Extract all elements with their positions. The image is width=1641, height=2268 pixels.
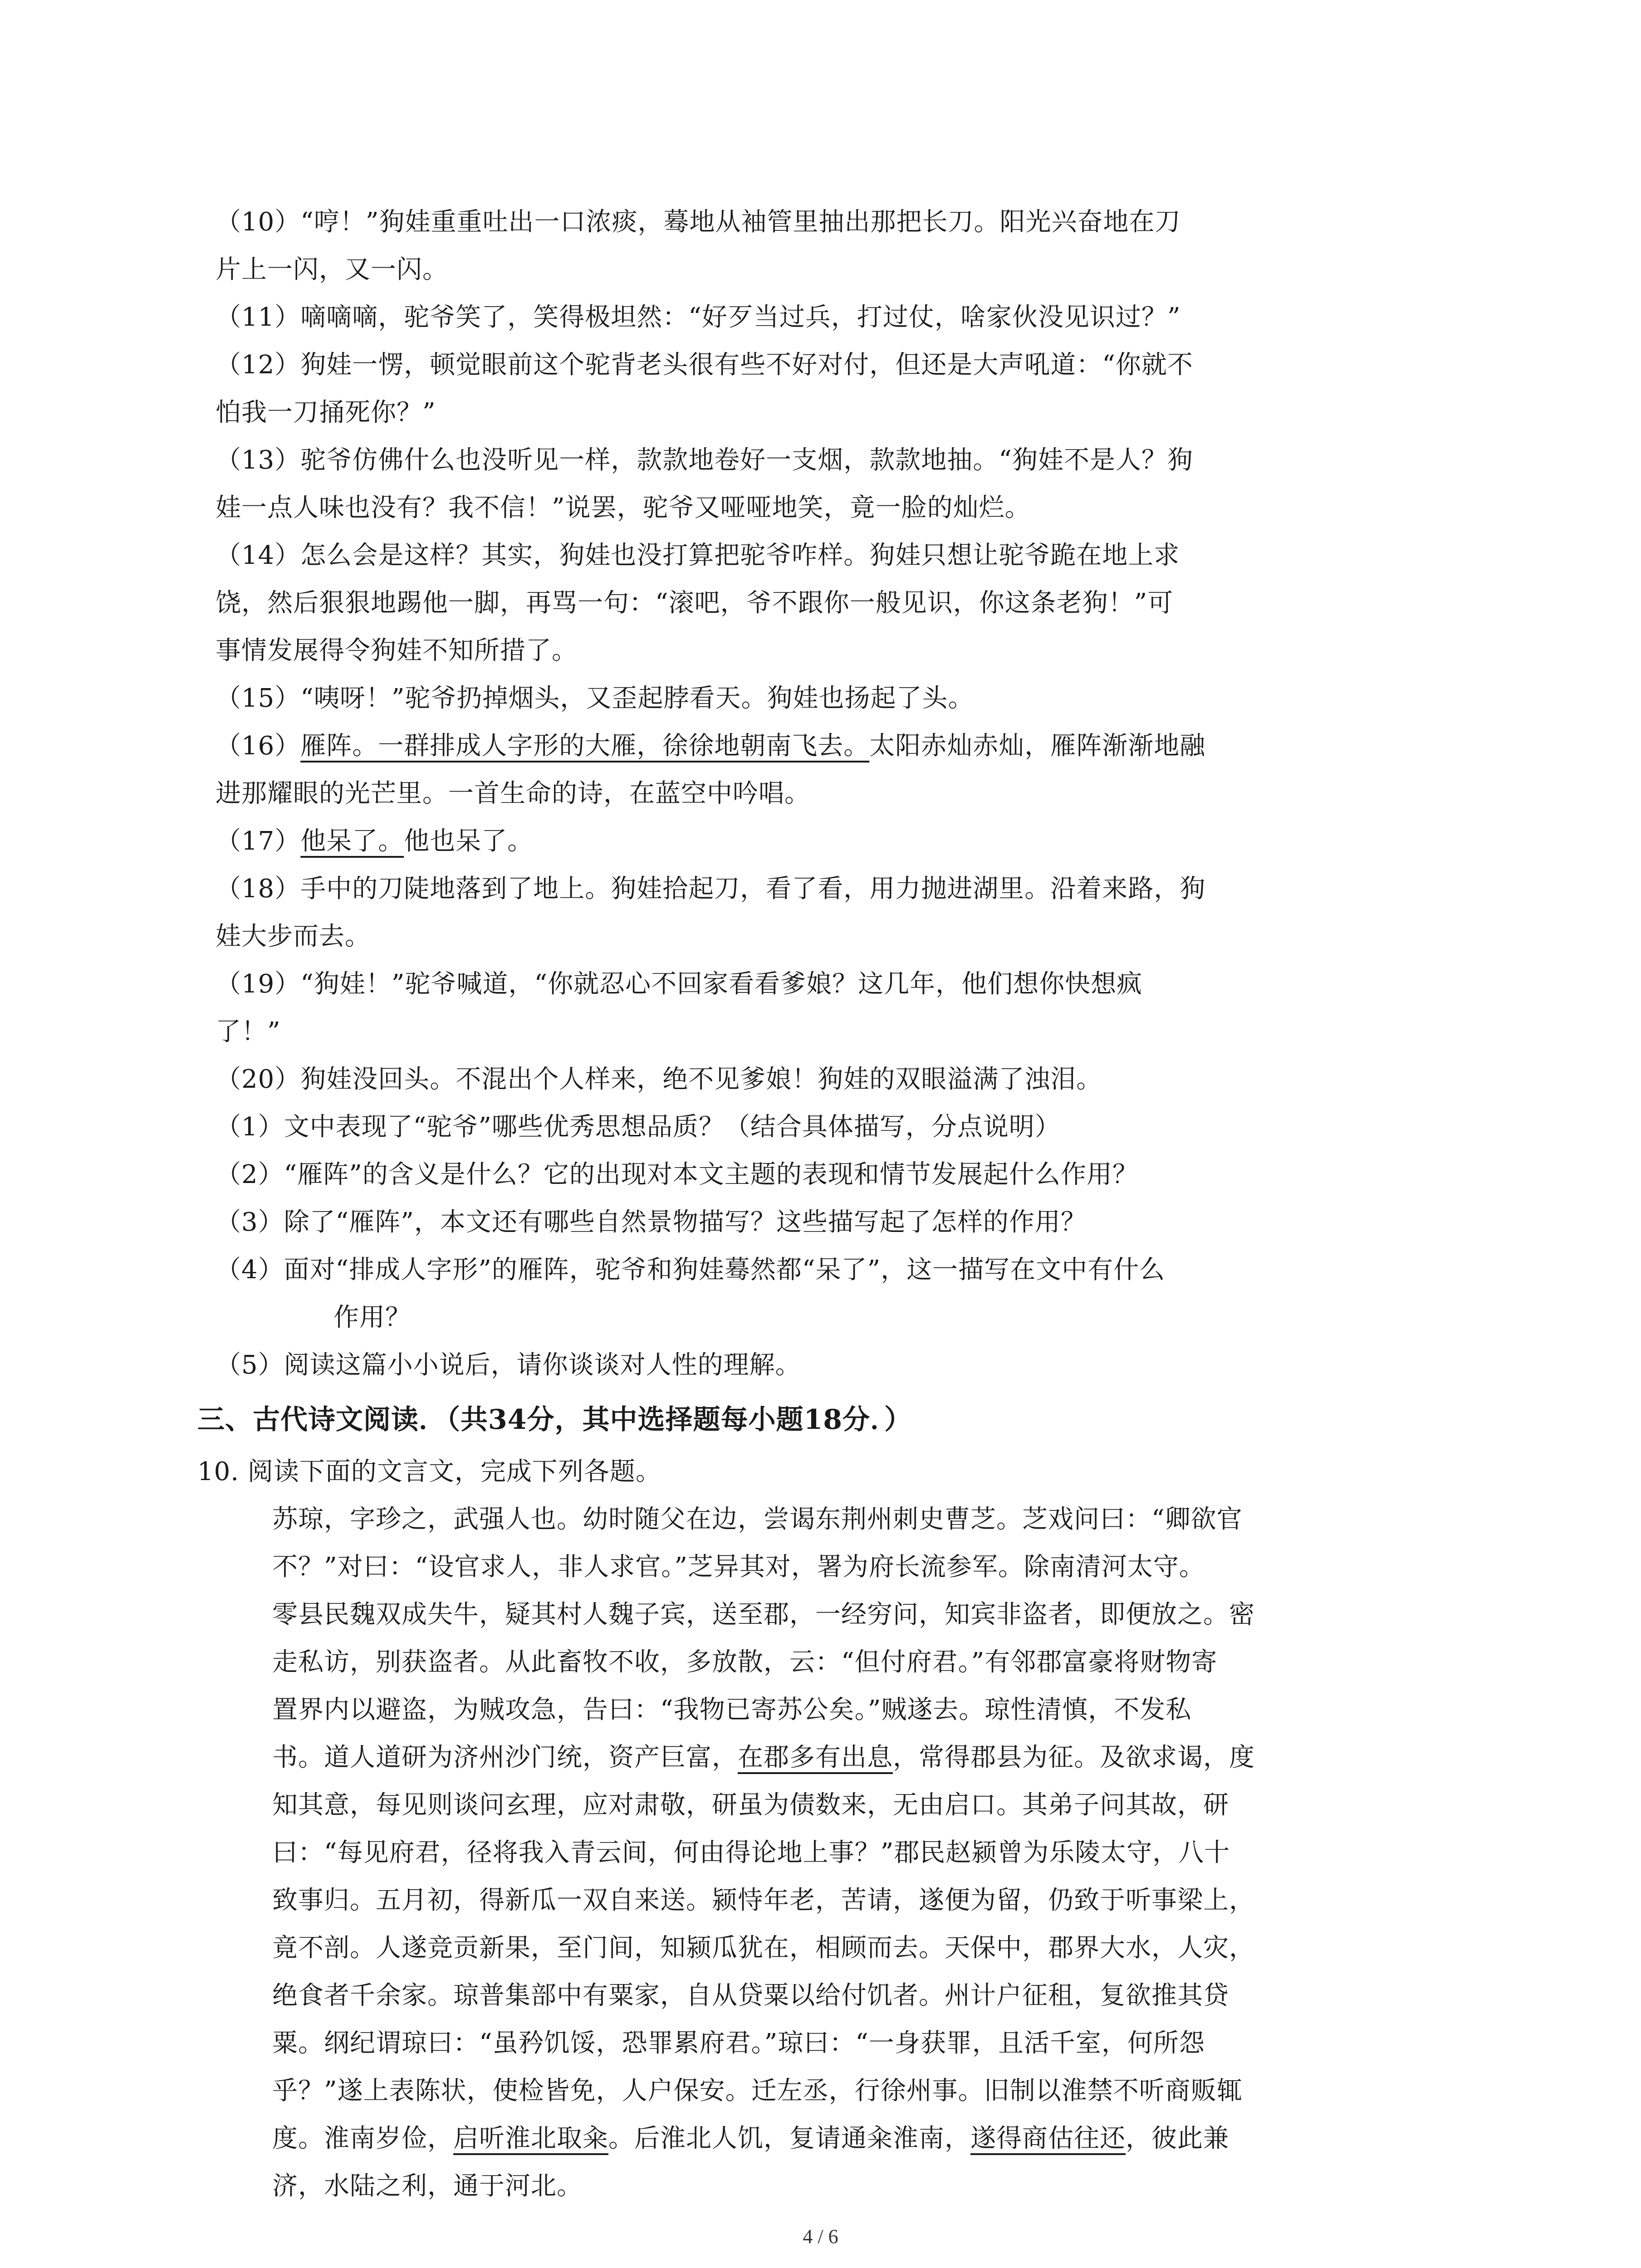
question-4-line2: 作用？ (333, 1303, 411, 1332)
story-p17-prefix: （17） (216, 826, 301, 856)
passage-line-14-b: 。后淮北人饥，复请通籴淮南， (608, 2124, 970, 2153)
story-p10-line2: 片上一闪，又一闪。 (216, 255, 448, 284)
story-p17-rest: 他也呆了。 (404, 826, 534, 856)
story-p15: （15）“咦呀！”驼爷扔掉烟头，又歪起脖看天。狗娃也扬起了头。 (216, 684, 974, 713)
passage-line-14-a: 度。淮南岁俭， (272, 2124, 453, 2153)
story-p19-line1: （19）“狗娃！”驼爷喊道，“你就忍心不回家看看爹娘？这几年，他们想你快想疯 (216, 969, 1143, 999)
q10-title: 10. 阅读下面的文言文，完成下列各题。 (197, 1457, 661, 1486)
story-p17-underlined: 他呆了。 (300, 826, 404, 856)
passage-line-14 (272, 2123, 1229, 2155)
passage-line-13: 乎？”遂上表陈状，使检皆免，人户保安。迁左丞，行徐州事。旧制以淮禁不听商贩辄 (272, 2076, 1243, 2106)
page-number: 4 / 6 (803, 2225, 838, 2248)
story-p12-line2: 怕我一刀捅死你？” (216, 398, 436, 427)
passage-line-11: 绝食者千余家。琼普集部中有粟家，自从贷粟以给付饥者。州计户征租，复欲推其贷 (272, 1981, 1229, 2010)
story-p14-line3: 事情发展得令狗娃不知所措了。 (216, 636, 578, 665)
passage-line-6-b: ，常得郡县为征。及欲求谒，度 (893, 1743, 1255, 1772)
passage-line-9: 致事归。五月初，得新瓜一双自来送。颍恃年老，苦请，遂便为留，仍致于听事梁上， (272, 1886, 1255, 1915)
question-2: （2）“雁阵”的含义是什么？它的出现对本文主题的表现和情节发展起什么作用？ (216, 1160, 1138, 1189)
passage-line-12: 粟。纲纪谓琼曰：“虽矜饥馁，恐罪累府君。”琼曰：“一身获罪，且活千室，何所怨 (272, 2028, 1205, 2058)
story-p16-line1 (216, 730, 1205, 762)
passage-line-10: 竟不剖。人遂竞贡新果，至门间，知颍瓜犹在，相顾而去。天保中，郡界大水，人灾， (272, 1933, 1255, 1963)
passage-line-1: 苏琼，字珍之，武强人也。幼时随父在边，尝谒东荆州刺史曹芝。芝戏问曰：“卿欲官 (272, 1505, 1243, 1534)
story-p11: （11）嘀嘀嘀，驼爷笑了，笑得极坦然：“好歹当过兵，打过仗，啥家伙没见识过？” (216, 303, 1181, 332)
passage-line-3: 零县民魏双成失牛，疑其村人魏子宾，送至郡，一经穷问，知宾非盗者，即便放之。密 (272, 1600, 1255, 1629)
passage-line-6 (272, 1742, 1255, 1774)
passage-line-6-a: 书。道人道研为济州沙门统，资产巨富， (272, 1743, 738, 1772)
passage-line-6-underlined: 在郡多有出息 (738, 1743, 893, 1772)
passage-line-8: 曰：“每见府君，径将我入青云间，何由得论地上事？”郡民赵颍曾为乐陵太守，八十 (272, 1838, 1230, 1867)
story-p18-line2: 娃大步而去。 (216, 922, 371, 951)
story-p16-prefix: （16） (216, 731, 301, 761)
question-4-line1: （4）面对“排成人字形”的雁阵，驼爷和狗娃蓦然都“呆了”，这一描写在文中有什么 (216, 1255, 1166, 1285)
passage-line-15: 济，水陆之利，通于河北。 (272, 2171, 583, 2201)
story-p14-line1: （14）怎么会是这样？其实，狗娃也没打算把驼爷咋样。狗娃只想让驼爷跪在地上求 (216, 541, 1180, 570)
story-p13-line1: （13）驼爷仿佛什么也没听见一样，款款地卷好一支烟，款款地抽。“狗娃不是人？狗 (216, 445, 1193, 475)
story-p13-line2: 娃一点人味也没有？我不信！”说罢，驼爷又哑哑地笑，竟一脸的灿烂。 (216, 493, 1031, 523)
story-p20: （20）狗娃没回头。不混出个人样来，绝不见爹娘！狗娃的双眼溢满了浊泪。 (216, 1065, 1102, 1094)
story-p16-line2: 进那耀眼的光芒里。一首生命的诗，在蓝空中吟唱。 (216, 779, 810, 808)
passage-line-14-underlined-2: 遂得商估往还 (970, 2124, 1126, 2153)
section-heading: 三、古代诗文阅读．（共34分，其中选择题每小题18分．） (197, 1404, 912, 1436)
passage-line-7: 知其意，每见则谈问玄理，应对肃敬，研虽为债数来，无由启口。其弟子问其故，研 (272, 1790, 1229, 1820)
story-p10-line1: （10）“哼！”狗娃重重吐出一口浓痰，蓦地从袖管里抽出那把长刀。阳光兴奋地在刀 (216, 207, 1181, 237)
story-p16-rest: 太阳赤灿赤灿，雁阵渐渐地融 (869, 731, 1206, 761)
story-p16-underlined: 雁阵。一群排成人字形的大雁，徐徐地朝南飞去。 (300, 731, 870, 761)
story-p12-line1: （12）狗娃一愣，顿觉眼前这个驼背老头很有些不好对付，但还是大声吼道：“你就不 (216, 350, 1193, 380)
passage-line-4: 走私访，别获盗者。从此畜牧不收，多放散，云：“但付府君。”有邻郡富豪将财物寄 (272, 1647, 1218, 1677)
passage-line-5: 置界内以避盗，为贼攻急，告曰：“我物已寄苏公矣。”贼遂去。琼性清慎，不发私 (272, 1695, 1192, 1725)
story-p19-line2: 了！” (216, 1017, 281, 1046)
question-5: （5）阅读这篇小小说后，请你谈谈对人性的理解。 (216, 1350, 801, 1380)
story-p17 (216, 826, 533, 857)
passage-line-14-underlined-1: 启听淮北取籴 (453, 2124, 608, 2153)
story-p18-line1: （18）手中的刀陡地落到了地上。狗娃拾起刀，看了看，用力抛进湖里。沿着来路，狗 (216, 874, 1206, 904)
passage-line-2: 不？”对曰：“设官求人，非人求官。”芝异其对，署为府长流参军。除南清河太守。 (272, 1552, 1205, 1582)
question-1: （1）文中表现了“驼爷”哪些优秀思想品质？（结合具体描写，分点说明） (216, 1112, 1061, 1142)
story-p14-line2: 饶，然后狠狠地踢他一脚，再骂一句：“滚吧，爷不跟你一般见识，你这条老狗！”可 (216, 588, 1174, 618)
question-3: （3）除了“雁阵”，本文还有哪些自然景物描写？这些描写起了怎样的作用？ (216, 1207, 1087, 1237)
passage-line-14-c: ，彼此兼 (1126, 2124, 1229, 2153)
